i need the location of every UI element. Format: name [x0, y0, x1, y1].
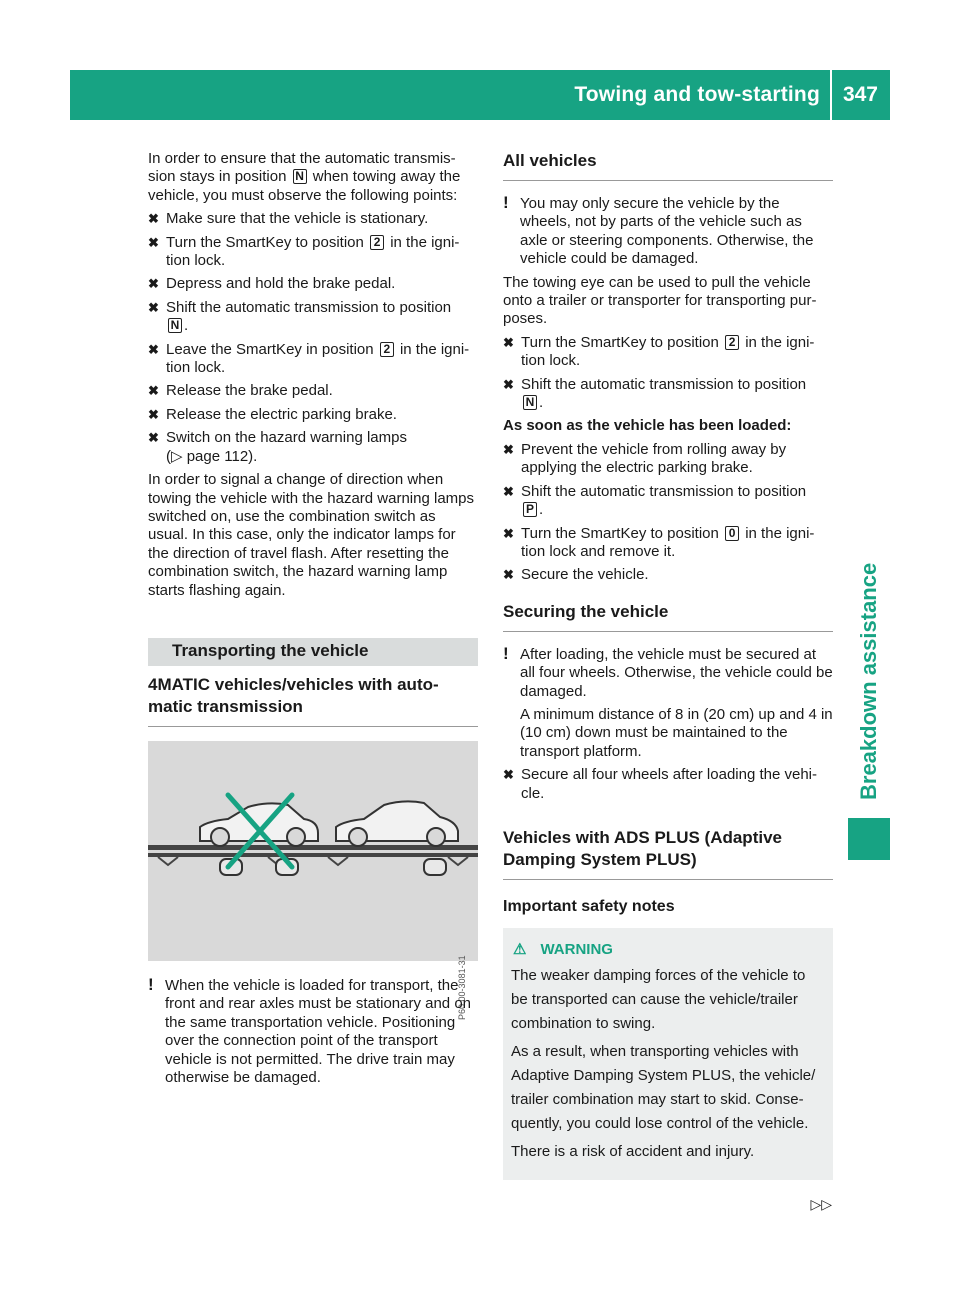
page-number: 347	[842, 83, 878, 106]
list-item: ✖ Shift the automatic transmission to position P .	[503, 482, 807, 519]
header-divider	[830, 70, 832, 120]
list-item: ✖ Turn the SmartKey to position 2 in the igni- tion lock.	[148, 233, 460, 270]
key-n-icon: N	[523, 395, 537, 410]
exclamation-icon: !	[503, 643, 509, 663]
right-column	[503, 150, 833, 1180]
heading-securing: Securing the vehicle	[503, 601, 833, 632]
arrow-icon: ✖	[503, 525, 514, 541]
side-tab-label: Breakdown assistance	[856, 562, 881, 800]
page-ref-icon: ▷	[171, 447, 183, 465]
key-0-icon: 0	[725, 526, 739, 541]
arrow-icon: ✖	[148, 406, 159, 422]
left-column	[148, 150, 478, 1092]
heading-all-vehicles: All vehicles	[503, 150, 833, 181]
page-ref-link[interactable]: page 112).	[186, 447, 258, 465]
transport-illustration	[148, 741, 478, 1020]
header-title: Towing and tow-starting	[574, 83, 820, 106]
key-n-icon: N	[168, 318, 182, 333]
list-item: ✖ Leave the SmartKey in position 2 in the igni- tion lock.	[148, 340, 470, 377]
arrow-icon: ✖	[503, 483, 514, 499]
distance-paragraph: A minimum distance of 8 in (20 cm) up and 4 in (10 cm) down must be maintained to the transport platform.	[520, 705, 833, 760]
side-square	[848, 818, 890, 860]
arrow-icon: ✖	[148, 341, 159, 357]
key-p-icon: P	[523, 502, 537, 517]
side-tab	[848, 120, 890, 800]
list-item: ✖ Release the electric parking brake.	[148, 405, 397, 423]
arrow-icon: ✖	[503, 376, 514, 392]
arrow-icon: ✖	[148, 383, 159, 399]
arrow-icon: ✖	[148, 430, 159, 446]
list-item: ✖ Turn the SmartKey to position 2 in the igni- tion lock.	[503, 333, 815, 370]
warning-paragraph: There is a risk of accident and injury.	[511, 1143, 755, 1161]
exclamation-icon: !	[148, 974, 154, 994]
heading-safety-notes: Important safety notes	[503, 897, 675, 915]
signal-paragraph: In order to signal a change of direction when towing the vehicle with the hazard warning lamps switched on, use the combination switch as usual. In this case, only the indicator lamps for the direction of travel flash. After resetting the combination switch, the hazard warning lamp starts flashing again.	[148, 471, 475, 599]
car-transport-figure	[148, 741, 478, 961]
figure-code: P60.00-3081-31	[457, 954, 468, 1020]
list-item: ✖ Secure the vehicle.	[503, 566, 649, 584]
intro-paragraph: In order to ensure that the automatic transmis- sion stays in position N when towing away the vehicle, you must observe the following points:	[148, 150, 461, 204]
arrow-icon: ✖	[503, 441, 514, 457]
arrow-icon: ✖	[148, 211, 159, 227]
warning-header: ⚠ WARNING	[511, 938, 825, 962]
loaded-heading: As soon as the vehicle has been loaded:	[503, 417, 792, 435]
arrow-icon: ✖	[148, 299, 159, 315]
key-2-icon: 2	[725, 335, 739, 350]
arrow-icon: ✖	[148, 234, 159, 250]
list-item: ✖ Depress and hold the brake pedal.	[148, 275, 396, 293]
list-item: ✖ Release the brake pedal.	[148, 382, 333, 400]
continue-arrow-icon: ▷▷	[810, 1196, 832, 1212]
header-bar	[70, 70, 890, 120]
caution-note: ! You may only secure the vehicle by the wheels, not by parts of the vehicle such as axle or steering components. Otherwise, the vehicle could be damaged.	[503, 193, 814, 268]
list-item: ✖ Secure all four wheels after loading the vehi- cle.	[503, 766, 818, 802]
caution-note: ! When the vehicle is loaded for transport, the front and rear axles must be stationary and on the same transportation vehicle. Positioning over the connection point of the transport vehicle is not permitted. The drive train may otherwise be damaged.	[148, 974, 472, 1086]
list-item: ✖ Switch on the hazard warning lamps (▷ page 112).	[148, 429, 407, 465]
section-heading: 4MATIC vehicles/vehicles with auto- matic transmission	[148, 674, 478, 727]
key-2-icon: 2	[370, 235, 384, 250]
towing-eye-paragraph: The towing eye can be used to pull the vehicle onto a trailer or transporter for transporting pur- poses.	[503, 273, 817, 328]
warning-paragraph: The weaker damping forces of the vehicle to be transported can cause the vehicle/trailer combination to swing.	[511, 967, 806, 1033]
arrow-icon: ✖	[148, 276, 159, 292]
exclamation-icon: !	[503, 193, 509, 212]
warning-paragraph: As a result, when transporting vehicles with Adaptive Damping System PLUS, the vehicle/ trailer combination may start to skid. Conse- quently, you could lose control of the vehicle.	[511, 1043, 816, 1133]
caution-note: ! After loading, the vehicle must be secured at all four wheels. Otherwise, the vehicle could be damaged.	[503, 643, 833, 700]
warning-box	[503, 928, 833, 1180]
list-item: ✖ Turn the SmartKey to position 0 in the igni- tion lock and remove it.	[503, 524, 815, 560]
key-n-icon: N	[293, 169, 307, 184]
heading-ads-plus: Vehicles with ADS PLUS (Adaptive Damping System PLUS)	[503, 827, 833, 880]
list-item: ✖ Shift the automatic transmission to position N .	[148, 298, 452, 335]
list-item: ✖ Prevent the vehicle from rolling away by applying the electric parking brake.	[503, 440, 787, 477]
arrow-icon: ✖	[503, 767, 514, 783]
arrow-icon: ✖	[503, 334, 514, 350]
warning-triangle-icon: ⚠	[513, 941, 527, 959]
list-item: ✖ Shift the automatic transmission to position N .	[503, 375, 807, 412]
arrow-icon: ✖	[503, 567, 514, 583]
list-item: ✖ Make sure that the vehicle is stationary.	[148, 210, 429, 228]
section-banner: Transporting the vehicle	[148, 638, 478, 666]
key-2-icon: 2	[380, 342, 394, 357]
